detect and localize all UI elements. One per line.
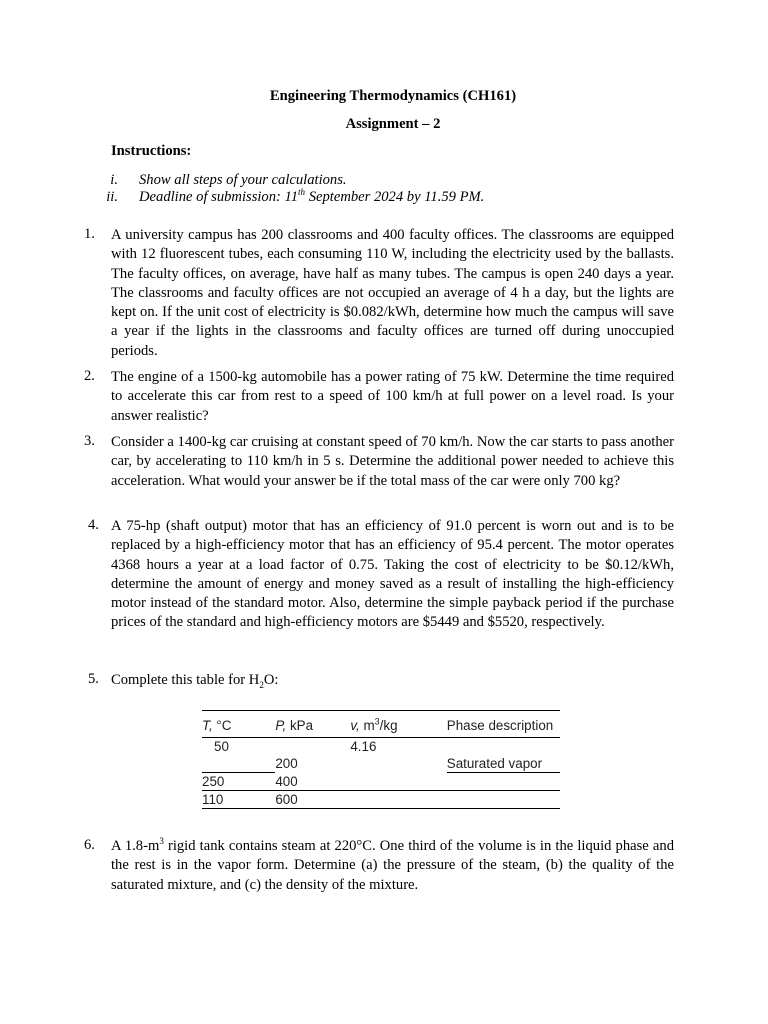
deadline-text-end: September 2024 by 11.59 PM. [305, 189, 485, 205]
volume-unit: m [359, 717, 375, 733]
question-text-end: rigid tank contains steam at 220°C. One third of the volume is in the liquid phase and the rest is in the vapor form. Determine (a) the pressure of the steam, (b) the quality of the saturated mixture, and (c) the density of the mixture. [111, 838, 674, 893]
question-text: A university campus has 200 classrooms and 400 faculty offices. The classrooms are equipped with 12 fluorescent tubes, each consuming 110 W, including the electricity used by the ballasts. The faculty offices, on average, have half as many tubes. The campus is open 240 days a year. The classrooms and faculty offices are not occupied an average of 4 h a day, but the lights are kept on. If the unit cost of electricity is $0.082/kWh, determine how much the campus will save a year if the lights in the classrooms and faculty offices are turned off during unoccupied periods. [111, 227, 674, 359]
question-number: 3. [84, 433, 95, 449]
header-pressure [275, 711, 350, 738]
question-text-start: A 1.8-m [111, 838, 160, 854]
table-cell: 250 [202, 773, 275, 791]
steam-table [202, 710, 560, 809]
table-cell [350, 755, 446, 773]
question-text: The engine of a 1500-kg automobile has a power rating of 75 kW. Determine the time required to accelerate this car from rest to a speed of 100 km/h at full power on a level road. Is your answer realistic? [111, 369, 674, 424]
table-row [202, 738, 560, 756]
instruction-number: i. [110, 172, 118, 188]
instructions-heading: Instructions: [111, 143, 192, 159]
steam-table-container [202, 710, 560, 809]
table-row [202, 773, 560, 791]
instruction-text [139, 189, 484, 206]
instruction-text: Show all steps of your calculations. [139, 172, 347, 188]
question-text [111, 671, 674, 690]
volume-unit-rest: /kg [379, 717, 398, 733]
superscript: 3 [159, 836, 164, 847]
question-number: 1. [84, 226, 95, 242]
deadline-text-start: Deadline of submission: 11 [139, 189, 299, 205]
volume-unit-superscript: 3 [374, 716, 380, 727]
course-title: Engineering Thermodynamics (CH161) [269, 88, 517, 104]
instruction-number: ii. [106, 189, 118, 205]
table-row [202, 755, 560, 773]
question-text-start: Complete this table for H [111, 672, 260, 688]
table-row [202, 791, 560, 809]
subscript: 2 [259, 679, 264, 690]
volume-symbol: v, [350, 717, 360, 733]
temperature-unit: °C [212, 717, 232, 733]
table-cell: 200 [275, 756, 298, 772]
header-temperature [202, 711, 275, 738]
table-cell: Saturated vapor [447, 755, 560, 773]
question-text: A 75-hp (shaft output) motor that has an efficiency of 91.0 percent is worn out and is to be replaced by a high-efficiency motor that has an efficiency of 95.4 percent. The motor operates 4368 hours a year at a load factor of 0.75. Taking the cost of electricity to be $0.12/kWh, determine the amount of energy and money saved as a result of installing the high-efficiency motor instead of the standard motor. Also, determine the simple payback period if the purchase prices of the standard and high-efficiency motors are $5449 and $5520, respectively. [111, 518, 674, 631]
table-cell: 400 [275, 773, 350, 791]
deadline-superscript: th [298, 187, 306, 198]
question-text-end: O: [263, 672, 279, 688]
pressure-symbol: P, [275, 717, 287, 733]
table-cell [447, 738, 560, 756]
question-number: 5. [88, 671, 99, 687]
question-text: Consider a 1400-kg car cruising at constant speed of 70 km/h. Now the car starts to pass another car, by accelerating to 110 km/h in 5 s. Determine the additional power needed to achieve this acceleration. What would your answer be if the total mass of the car were only 700 kg? [111, 434, 674, 489]
header-phase-description: Phase description [446, 717, 554, 733]
question-text [111, 837, 674, 895]
question-number: 4. [88, 517, 99, 533]
table-cell [202, 755, 275, 773]
table-cell: 4.16 [350, 739, 377, 754]
question-number: 2. [84, 368, 95, 384]
table-cell: 600 [275, 792, 298, 807]
table-cell [447, 773, 560, 791]
table-cell: 50 [214, 739, 229, 754]
table-cell [350, 773, 446, 791]
header-specific-volume [350, 711, 446, 738]
table-cell [275, 738, 350, 756]
temperature-symbol: T, [202, 717, 213, 733]
table-header-row [202, 711, 560, 738]
table-cell [350, 791, 446, 809]
pressure-unit: kPa [286, 717, 314, 733]
table-cell: 110 [202, 792, 224, 807]
table-cell [447, 791, 560, 809]
question-number: 6. [84, 837, 95, 853]
assignment-title: Assignment – 2 [345, 116, 441, 132]
